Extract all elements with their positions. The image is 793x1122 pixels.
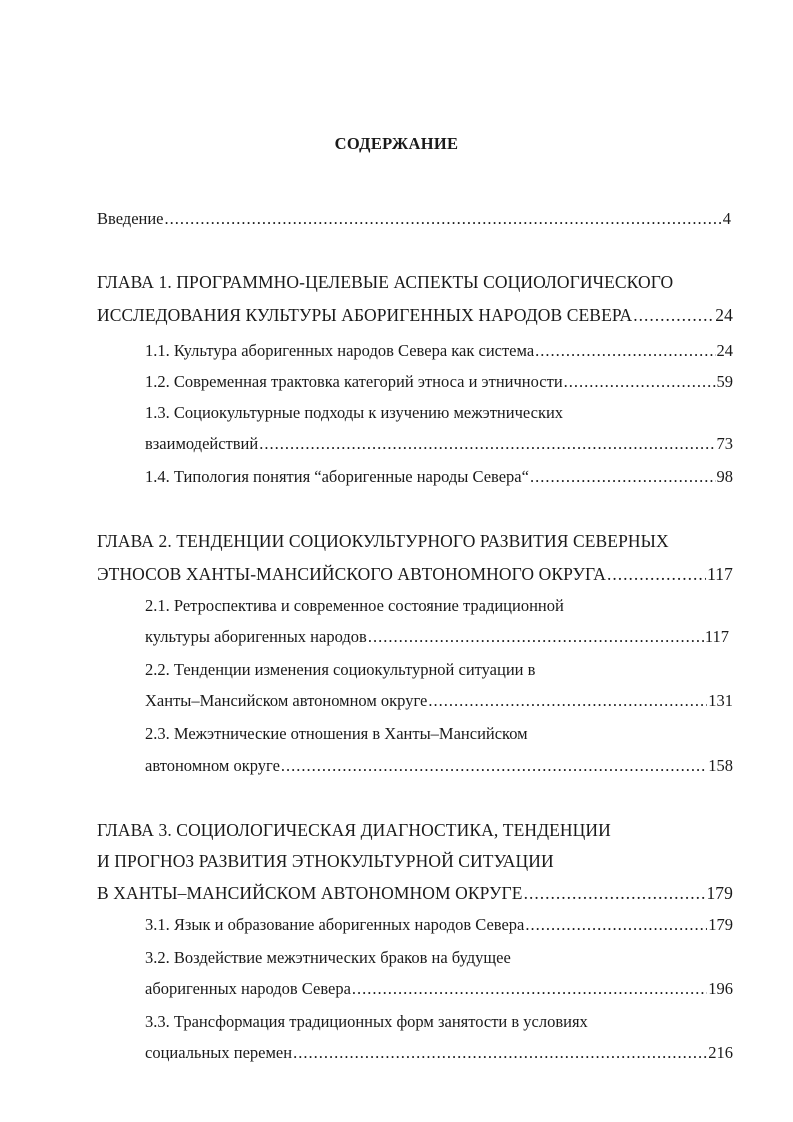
section-3-2-line-1: 3.2. Воздействие межэтнических браков на будущее [145, 948, 511, 967]
toc-page-number: 73 [716, 434, 733, 453]
toc-page-number: 179 [708, 915, 733, 934]
section-2-2-line-2: Ханты–Мансийском автономном округе ..... 131 [145, 690, 733, 712]
toc-page-number: 179 [706, 883, 733, 903]
toc-dot-leader [530, 466, 716, 488]
section-3-1: 3.1. Язык и образование аборигенных народов Севера ..... 179 [145, 914, 733, 936]
section-2-2-line-1: 2.2. Тенденции изменения социокультурной ситуации в [145, 660, 536, 679]
toc-page-number: 216 [708, 1043, 733, 1062]
chapter-1-heading-line-2: ИССЛЕДОВАНИЯ КУЛЬТУРЫ АБОРИГЕННЫХ НАРОДОВ СЕВЕРА ..... 24 [97, 304, 733, 326]
section-1-2: 1.2. Современная трактовка категорий этноса и этничности ..... 59 [145, 371, 733, 393]
toc-entry-intro [97, 208, 731, 230]
toc-dot-leader [607, 563, 706, 585]
chapter-2-heading-line-2: ЭТНОСОВ ХАНТЫ-МАНСИЙСКОГО АВТОНОМНОГО ОКРУГА ..... 117 [97, 563, 733, 585]
section-3-3-line-1: 3.3. Трансформация традиционных форм занятости в условиях [145, 1012, 588, 1031]
toc-page-number: 158 [708, 756, 733, 775]
toc-page-number: 117 [707, 564, 733, 584]
section-3-3-line-2: социальных перемен ..... 216 [145, 1042, 733, 1064]
toc-page-number: 59 [716, 372, 733, 391]
toc-dot-leader [633, 304, 714, 326]
chapter-3-heading-line-1: ГЛАВА 3. СОЦИОЛОГИЧЕСКАЯ ДИАГНОСТИКА, ТЕНДЕНЦИИ [97, 820, 611, 840]
toc-entry-label: Введение [97, 209, 164, 228]
section-2-1-line-1: 2.1. Ретроспектива и современное состояние традиционной [145, 596, 564, 615]
toc-page-number: 24 [716, 341, 733, 360]
chapter-3-heading-line-3: В ХАНТЫ–МАНСИЙСКОМ АВТОНОМНОМ ОКРУГЕ ..... 179 [97, 882, 733, 904]
toc-dot-leader [259, 433, 715, 455]
toc-dot-leader [535, 340, 715, 362]
section-2-3-line-1: 2.3. Межэтнические отношения в Ханты–Мансийском [145, 724, 528, 743]
chapter-3-heading-line-2: И ПРОГНОЗ РАЗВИТИЯ ЭТНОКУЛЬТУРНОЙ СИТУАЦИИ [97, 851, 554, 871]
toc-dot-leader [165, 208, 722, 230]
toc-page-number: 24 [715, 305, 733, 325]
section-2-1-line-2: культуры аборигенных народов ..... 117 [145, 626, 729, 648]
toc-page-number: 98 [716, 467, 733, 486]
page-title: СОДЕРЖАНИЕ [334, 134, 459, 153]
toc-dot-leader [428, 690, 707, 712]
section-1-3-line-2: взаимодействий ..... 73 [145, 433, 733, 455]
section-3-2-line-2: аборигенных народов Севера ..... 196 [145, 978, 733, 1000]
section-1-3-line-1: 1.3. Социокультурные подходы к изучению межэтнических [145, 403, 564, 422]
toc-dot-leader [352, 978, 707, 1000]
chapter-1-heading-line-1: ГЛАВА 1. ПРОГРАММНО-ЦЕЛЕВЫЕ АСПЕКТЫ СОЦИОЛОГИЧЕСКОГО [97, 272, 674, 292]
chapter-2-heading-line-1: ГЛАВА 2. ТЕНДЕНЦИИ СОЦИОКУЛЬТУРНОГО РАЗВИТИЯ СЕВЕРНЫХ [97, 531, 669, 551]
toc-page-number: 196 [708, 979, 733, 998]
toc-dot-leader [368, 626, 704, 648]
toc-page-number: 131 [708, 691, 733, 710]
toc-dot-leader [293, 1042, 707, 1064]
section-2-3-line-2: автономном округе ..... 158 [145, 755, 733, 777]
toc-dot-leader [281, 755, 707, 777]
toc-dot-leader [524, 882, 706, 904]
toc-page-number: 4 [722, 209, 731, 228]
toc-page-number: 117 [704, 627, 729, 646]
toc-dot-leader [564, 371, 716, 393]
section-1-4: 1.4. Типология понятия “аборигенные народы Севера“ ..... 98 [145, 466, 733, 488]
toc-dot-leader [525, 914, 707, 936]
section-1-1: 1.1. Культура аборигенных народов Севера как система ..... 24 [145, 340, 733, 362]
